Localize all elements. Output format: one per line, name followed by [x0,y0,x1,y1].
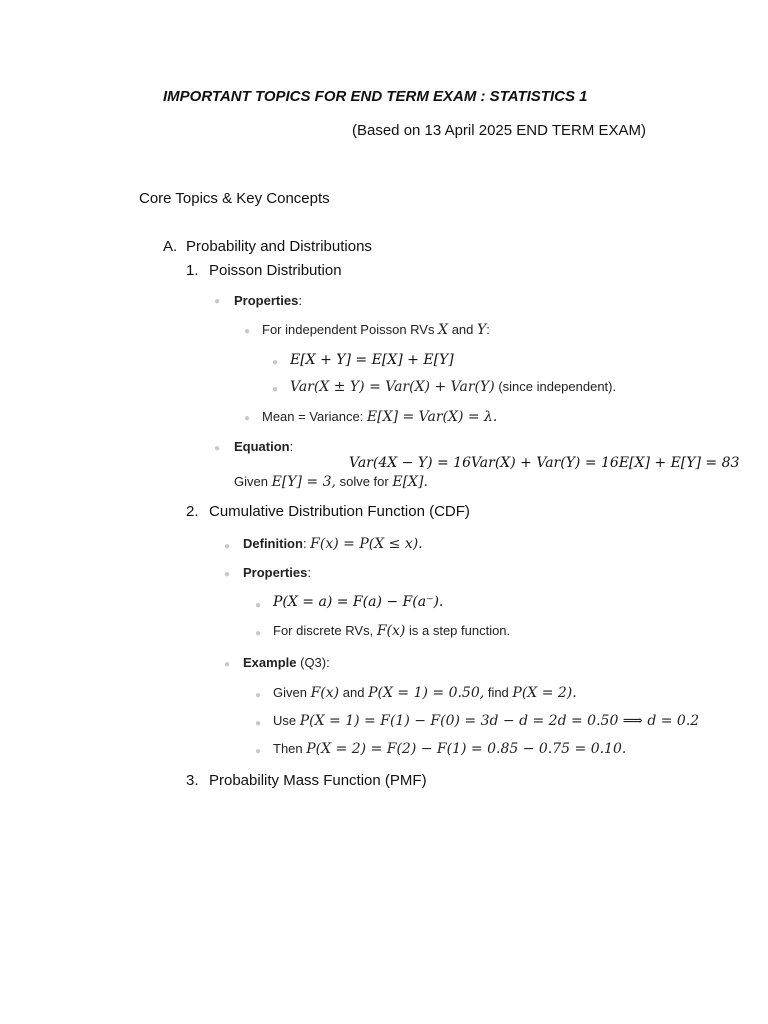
section-a-marker: A. [163,238,178,255]
topic-3-heading [186,772,427,789]
bullet-icon: ● [255,628,262,639]
topic-3-label: Probability Mass Function (PMF) [209,772,427,789]
example-line [243,655,330,670]
section-heading: Core Topics & Key Concepts [139,190,330,207]
and-text: and [451,322,474,337]
ex1-math-b: F(x) [310,685,340,701]
variance-sum-line [290,379,616,395]
given-line [234,474,428,490]
bullet-icon: ● [255,690,262,701]
bullet-icon: ● [272,384,279,395]
definition-label: Definition [243,536,303,551]
ex1-text-e: find [487,685,509,700]
ex3-math-b: P(X = 2) = F(2) − F(1) = 0.85 − 0.75 = 0.10. [306,741,627,757]
independent-rvs-line: For independent Poisson RVs X and Y: [262,322,490,338]
variance-sum-eq: Var(X ± Y) = Var(X) + Var(Y) [290,379,495,395]
ex3-text-a: Then [273,741,303,756]
bullet-icon: ● [255,600,262,611]
topic-1-marker: 1. [186,262,199,279]
cdf-properties-line: Properties: [243,565,311,580]
equation-label: Equation [234,439,290,454]
bullet-icon: ● [272,357,279,368]
variance-equation: Var(4X − Y) = 16Var(X) + Var(Y) = 16E[X] + E[Y] = 83 [349,455,740,471]
topic-1-heading [186,262,342,279]
step-function-line [273,623,510,639]
example-then-line [273,741,626,757]
topic-3-marker: 3. [186,772,199,789]
cdf-properties-label: Properties [243,565,308,580]
bullet-icon: ● [224,569,231,580]
example-given-line [273,685,577,701]
document-title: IMPORTANT TOPICS FOR END TERM EXAM : STATISTICS 1 [163,88,588,105]
step-tail: is a step function. [408,623,511,638]
bullet-icon: ● [244,413,251,424]
equation-label-line: Equation: [234,439,294,454]
topic-2-label: Cumulative Distribution Function (CDF) [209,503,470,520]
ex2-math-b: P(X = 1) = F(1) − F(0) = 3d − d = 2d = 0.50 ⟹ d = 0.2 [299,713,700,729]
ex1-text-c: and [342,685,365,700]
definition-line: Definition: F(x) = P(X ≤ x). [243,536,423,552]
mean-variance-line [262,409,497,425]
section-a-heading [163,238,372,255]
topic-2-marker: 2. [186,503,199,520]
solve-text: solve for [339,474,389,489]
bullet-icon: ● [255,718,262,729]
solve-var: E[X]. [392,474,428,490]
ex1-text-a: Given [273,685,307,700]
properties-line: Properties: [234,293,302,308]
ex2-text-a: Use [273,713,297,728]
given-eq: E[Y] = 3, [271,474,336,490]
example-use-line [273,713,699,729]
bullet-icon: ● [255,746,262,757]
cdf-prop-eq: P(X = a) = F(a) − F(a⁻). [273,594,444,610]
topic-2-heading [186,503,470,520]
example-label: Example [243,655,297,670]
mean-variance-text: Mean = Variance: [262,409,364,424]
example-ref: (Q3): [300,655,330,670]
variance-note: (since independent). [498,379,617,394]
mean-variance-eq: E[X] = Var(X) = λ. [366,409,498,425]
indep-text: For independent Poisson RVs [262,322,435,337]
section-a-label: Probability and Distributions [186,238,372,255]
topic-1-label: Poisson Distribution [209,262,342,279]
bullet-icon: ● [224,541,231,552]
bullet-icon: ● [244,326,251,337]
given-text: Given [234,474,268,489]
step-text: For discrete RVs, [273,623,374,638]
bullet-icon: ● [214,296,221,307]
definition-eq: F(x) = P(X ≤ x). [310,536,423,552]
ex1-math-f: P(X = 2). [512,685,577,701]
ex1-math-d: P(X = 1) = 0.50, [368,685,485,701]
properties-label: Properties [234,293,299,308]
expectation-sum-eq: E[X + Y] = E[X] + E[Y] [290,352,454,368]
bullet-icon: ● [224,659,231,670]
step-var: F(x) [376,623,406,639]
document-subtitle: (Based on 13 April 2025 END TERM EXAM) [352,122,647,139]
bullet-icon: ● [214,443,221,454]
